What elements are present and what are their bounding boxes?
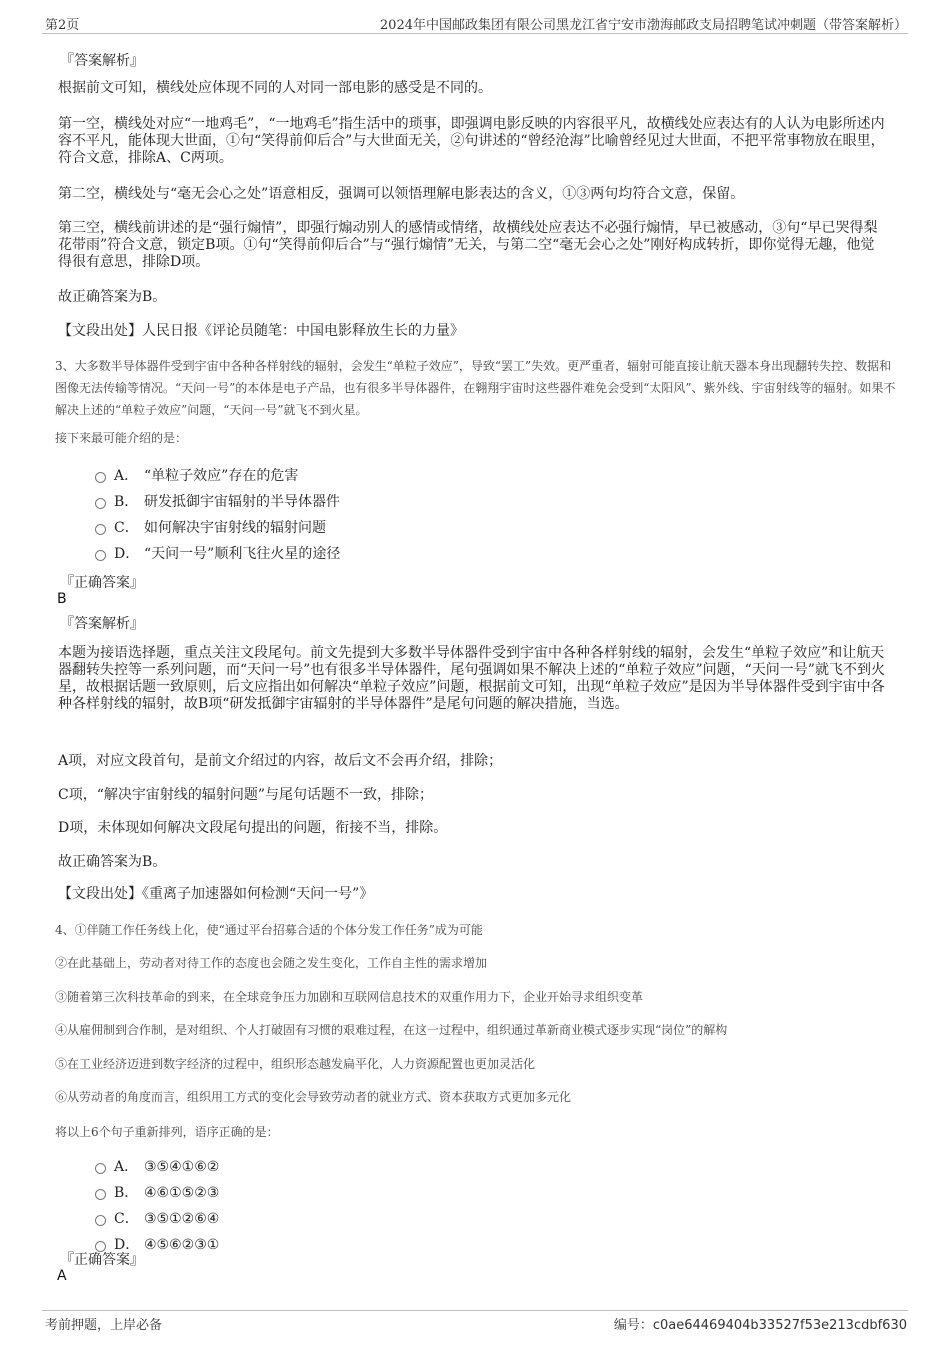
radio-icon[interactable] — [95, 1189, 106, 1200]
analysis-paragraph: C项，“解决宇宙射线的辐射问题”与尾句话题不一致，排除； — [58, 787, 434, 803]
footer-slogan: 考前押题，上岸必备 — [45, 1318, 163, 1333]
radio-icon[interactable] — [95, 1163, 106, 1174]
radio-icon[interactable] — [95, 1215, 106, 1226]
correct-answer: B — [57, 591, 67, 607]
option-c[interactable]: C． 如何解决宇宙射线的辐射问题 — [95, 517, 326, 539]
document-title: 2024年中国邮政集团有限公司黑龙江省宁安市渤海邮政支局招聘笔试冲刺题（带答案解析） — [379, 18, 907, 33]
analysis-paragraph: 第二空，横线处与“毫无会心之处”语意相反，强调可以领悟理解电影表达的含义，①③两句均符合文意，保留。 — [58, 186, 745, 202]
document-code: 编号：c0ae64469404b33527f53e213cdbf630 — [613, 1318, 907, 1333]
correct-answer-label: 『正确答案』 — [60, 1252, 144, 1268]
correct-answer: A — [57, 1268, 67, 1284]
sentence-5: ⑤在工业经济迈进到数字经济的过程中，组织形态越发扁平化，人力资源配置也更加灵活化 — [55, 1057, 536, 1071]
sentence-3: ③随着第三次科技革命的到来，在全球竞争压力加剧和互联网信息技术的双重作用力下，企业开始寻求组织变革 — [55, 990, 644, 1004]
analysis-paragraph: 第三空，横线前讲述的是“强行煽情”，即强行煽动别人的感情或情绪，故横线处应表达不必强行煽情，早已被感动，③句“早已哭得梨花带雨”符合文意，锁定B项。①句“笑得前仰后合”与“强行煽情”无关，与第二空“毫无会心之处”刚好构成转折，即你觉得无趣，他觉得很有意思，排除D项。 — [58, 220, 878, 270]
analysis-label: 『答案解析』 — [60, 53, 144, 69]
source-citation: 【文段出处】人民日报《评论员随笔：中国电影释放生长的力量》 — [58, 323, 464, 339]
option-d[interactable]: D． “天问一号”顺利飞往火星的途径 — [95, 543, 340, 565]
page-number: 第2页 — [45, 18, 80, 33]
correct-answer-label: 『正确答案』 — [60, 575, 144, 591]
option-b[interactable]: B． ④⑥①⑤②③ — [95, 1182, 219, 1204]
header-divider — [42, 33, 908, 34]
question-prompt: 将以上6个句子重新排列，语序正确的是： — [55, 1125, 279, 1139]
analysis-label: 『答案解析』 — [60, 616, 144, 632]
radio-icon[interactable] — [95, 472, 106, 483]
option-a[interactable]: A． “单粒子效应”存在的危害 — [95, 465, 298, 487]
footer-divider — [42, 1310, 908, 1311]
analysis-paragraph: 根据前文可知，横线处应体现不同的人对同一部电影的感受是不同的。 — [58, 80, 492, 96]
source-citation: 【文段出处】《重离子加速器如何检测“天问一号”》 — [58, 886, 374, 902]
analysis-paragraph: 本题为接语选择题，重点关注文段尾句。前文先提到大多数半导体器件受到宇宙中各种各样射线的辐射，会发生“单粒子效应”和让航天器翻转失控等一系列问题，而“天问一号”也有很多半导体器件，尾句强调如果不解决上述的“单粒子效应”问题，“天问一号”就飞不到火星，故根据话题一致原则，后文应指出如何解决“单粒子效应”问题，根据前文可知，出现“单粒子效应”是因为半导体器件受到宇宙中各种各样射线的辐射，故B项“研发抵御宇宙辐射的半导体器件”是尾句问题的解决措施，当选。 — [58, 645, 885, 712]
sentence-4: ④从雇佣制到合作制，是对组织、个人打破固有习惯的艰难过程，在这一过程中，组织通过革新商业模式逐步实现“岗位”的解构 — [55, 1023, 728, 1037]
sentence-1: 4、①伴随工作任务线上化，使“通过平台招募合适的个体分发工作任务”成为可能 — [55, 923, 483, 937]
option-b[interactable]: B． 研发抵御宇宙辐射的半导体器件 — [95, 491, 340, 513]
sentence-2: ②在此基础上，劳动者对待工作的态度也会随之发生变化，工作自主性的需求增加 — [55, 956, 488, 970]
conclusion: 故正确答案为B。 — [58, 289, 167, 305]
option-c[interactable]: C． ③⑤①②⑥④ — [95, 1208, 219, 1230]
conclusion: 故正确答案为B。 — [58, 854, 167, 870]
question-stem: 3、大多数半导体器件受到宇宙中各种各样射线的辐射，会发生“单粒子效应”，导致“罢工”失效。更严重者，辐射可能直接让航天器本身出现翻转失控、数据和图像无法传输等情况。“天问一号”的本体是电子产品，也有很多半导体器件，在翱翔宇宙时这些器件难免会受到“太阳风”、紫外线、宇宙射线等的辐射。如果不解决上述的“单粒子效应”问题，“天问一号”就飞不到火星。 — [55, 359, 896, 417]
radio-icon[interactable] — [95, 498, 106, 509]
analysis-paragraph: D项，未体现如何解决文段尾句提出的问题，衔接不当，排除。 — [58, 820, 448, 836]
radio-icon[interactable] — [95, 550, 106, 561]
question-prompt: 接下来最可能介绍的是： — [55, 431, 188, 445]
option-a[interactable]: A． ③⑤④①⑥② — [95, 1156, 219, 1178]
analysis-paragraph: A项，对应文段首句，是前文介绍过的内容，故后文不会再介绍，排除； — [58, 753, 503, 769]
analysis-paragraph: 第一空，横线处对应“一地鸡毛”，“一地鸡毛”指生活中的琐事，即强调电影反映的内容很平凡，故横线处应表达有的人认为电影所述内容不平凡，能体现大世面，①句“笑得前仰后合”与大世面无关，②句讲述的“曾经沧海”比喻曾经见过大世面，不把平常事物放在眼里，符合文意，排除A、C两项。 — [58, 116, 885, 166]
sentence-6: ⑥从劳动者的角度而言，组织用工方式的变化会导致劳动者的就业方式、资本获取方式更加多元化 — [55, 1090, 572, 1104]
radio-icon[interactable] — [95, 524, 106, 535]
option-d[interactable]: D． ④⑤⑥②③① — [95, 1234, 219, 1256]
